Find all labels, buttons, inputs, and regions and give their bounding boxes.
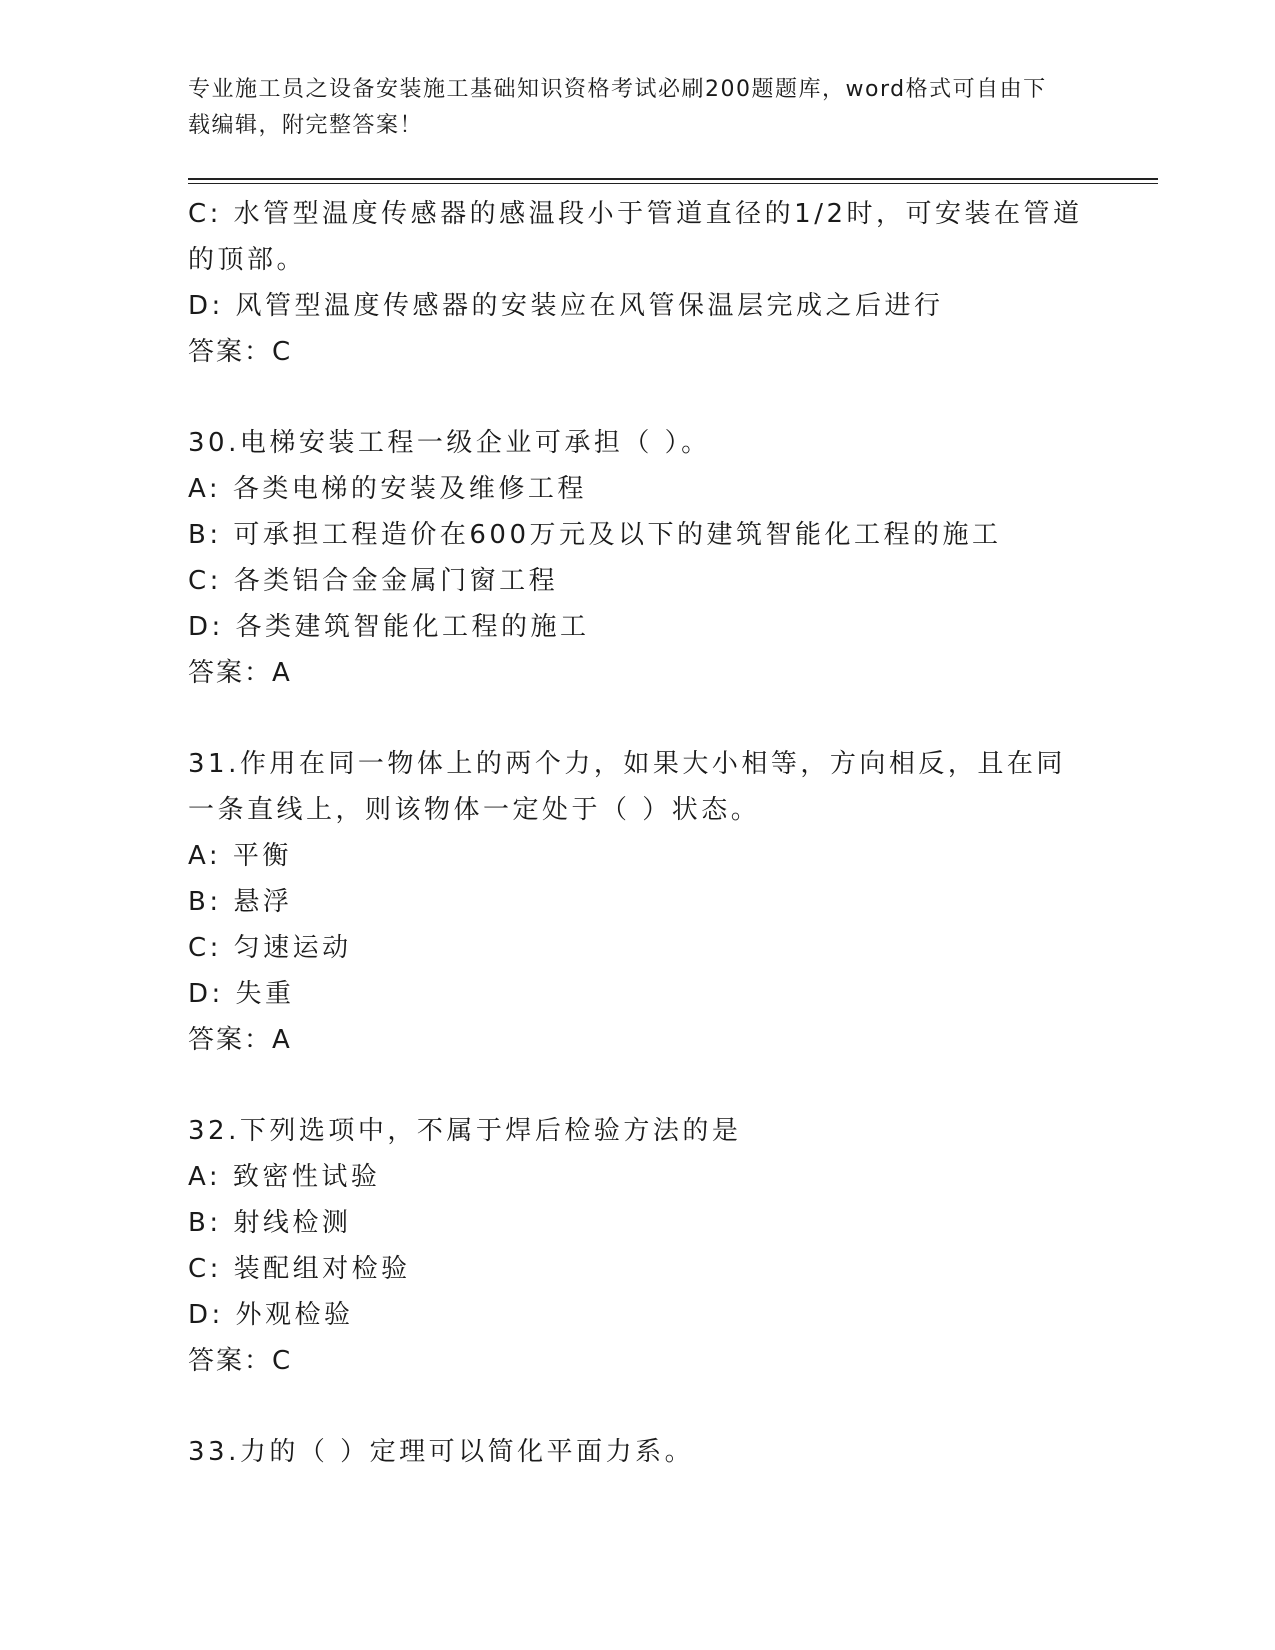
answer-label: 答案：A <box>188 1025 292 1055</box>
option-c: C: 匀速运动 <box>188 933 352 963</box>
option-d: D: 各类建筑智能化工程的施工 <box>188 612 590 642</box>
option-b: B: 悬浮 <box>188 887 293 917</box>
spacer <box>188 1063 1088 1108</box>
option-b: B: 可承担工程造价在600万元及以下的建筑智能化工程的施工 <box>188 520 1002 550</box>
question-stem: 32.下列选项中，不属于焊后检验方法的是 <box>188 1116 742 1146</box>
answer-label: 答案：C <box>188 337 293 367</box>
spacer <box>188 696 1088 741</box>
question-stem: 31.作用在同一物体上的两个力，如果大小相等，方向相反，且在同一条直线上，则该物体一定处于（ ）状态。 <box>188 749 1066 825</box>
option-d: D: 外观检验 <box>188 1300 354 1330</box>
option-d: D: 风管型温度传感器的安装应在风管保温层完成之后进行 <box>188 291 944 321</box>
header-rule <box>188 178 1158 180</box>
option-b: B: 射线检测 <box>188 1208 352 1238</box>
question-stem: 33.力的（ ）定理可以简化平面力系。 <box>188 1437 695 1467</box>
answer-label: 答案：A <box>188 658 292 688</box>
question-30 <box>188 420 1088 696</box>
header-rule-thin <box>188 183 1158 184</box>
question-31 <box>188 741 1088 1063</box>
question-content <box>188 191 1088 1475</box>
spacer <box>188 1384 1088 1429</box>
spacer <box>188 375 1088 420</box>
option-c: C: 水管型温度传感器的感温段小于管道直径的1/2时，可安装在管道的顶部。 <box>188 199 1083 275</box>
option-d: D: 失重 <box>188 979 295 1009</box>
option-a: A: 平衡 <box>188 841 292 871</box>
option-c: C: 各类铝合金金属门窗工程 <box>188 566 559 596</box>
answer-label: 答案：C <box>188 1346 293 1376</box>
question-33 <box>188 1429 1088 1475</box>
option-a: A: 各类电梯的安装及维修工程 <box>188 474 587 504</box>
document-header <box>188 72 1068 144</box>
document-title: 专业施工员之设备安装施工基础知识资格考试必刷200题题库，word格式可自由下载编辑，附完整答案！ <box>188 77 1047 138</box>
partial-question-29 <box>188 191 1088 375</box>
option-a: A: 致密性试验 <box>188 1162 381 1192</box>
option-c: C: 装配组对检验 <box>188 1254 411 1284</box>
question-stem: 30.电梯安装工程一级企业可承担（ ）。 <box>188 428 711 458</box>
question-32 <box>188 1108 1088 1384</box>
